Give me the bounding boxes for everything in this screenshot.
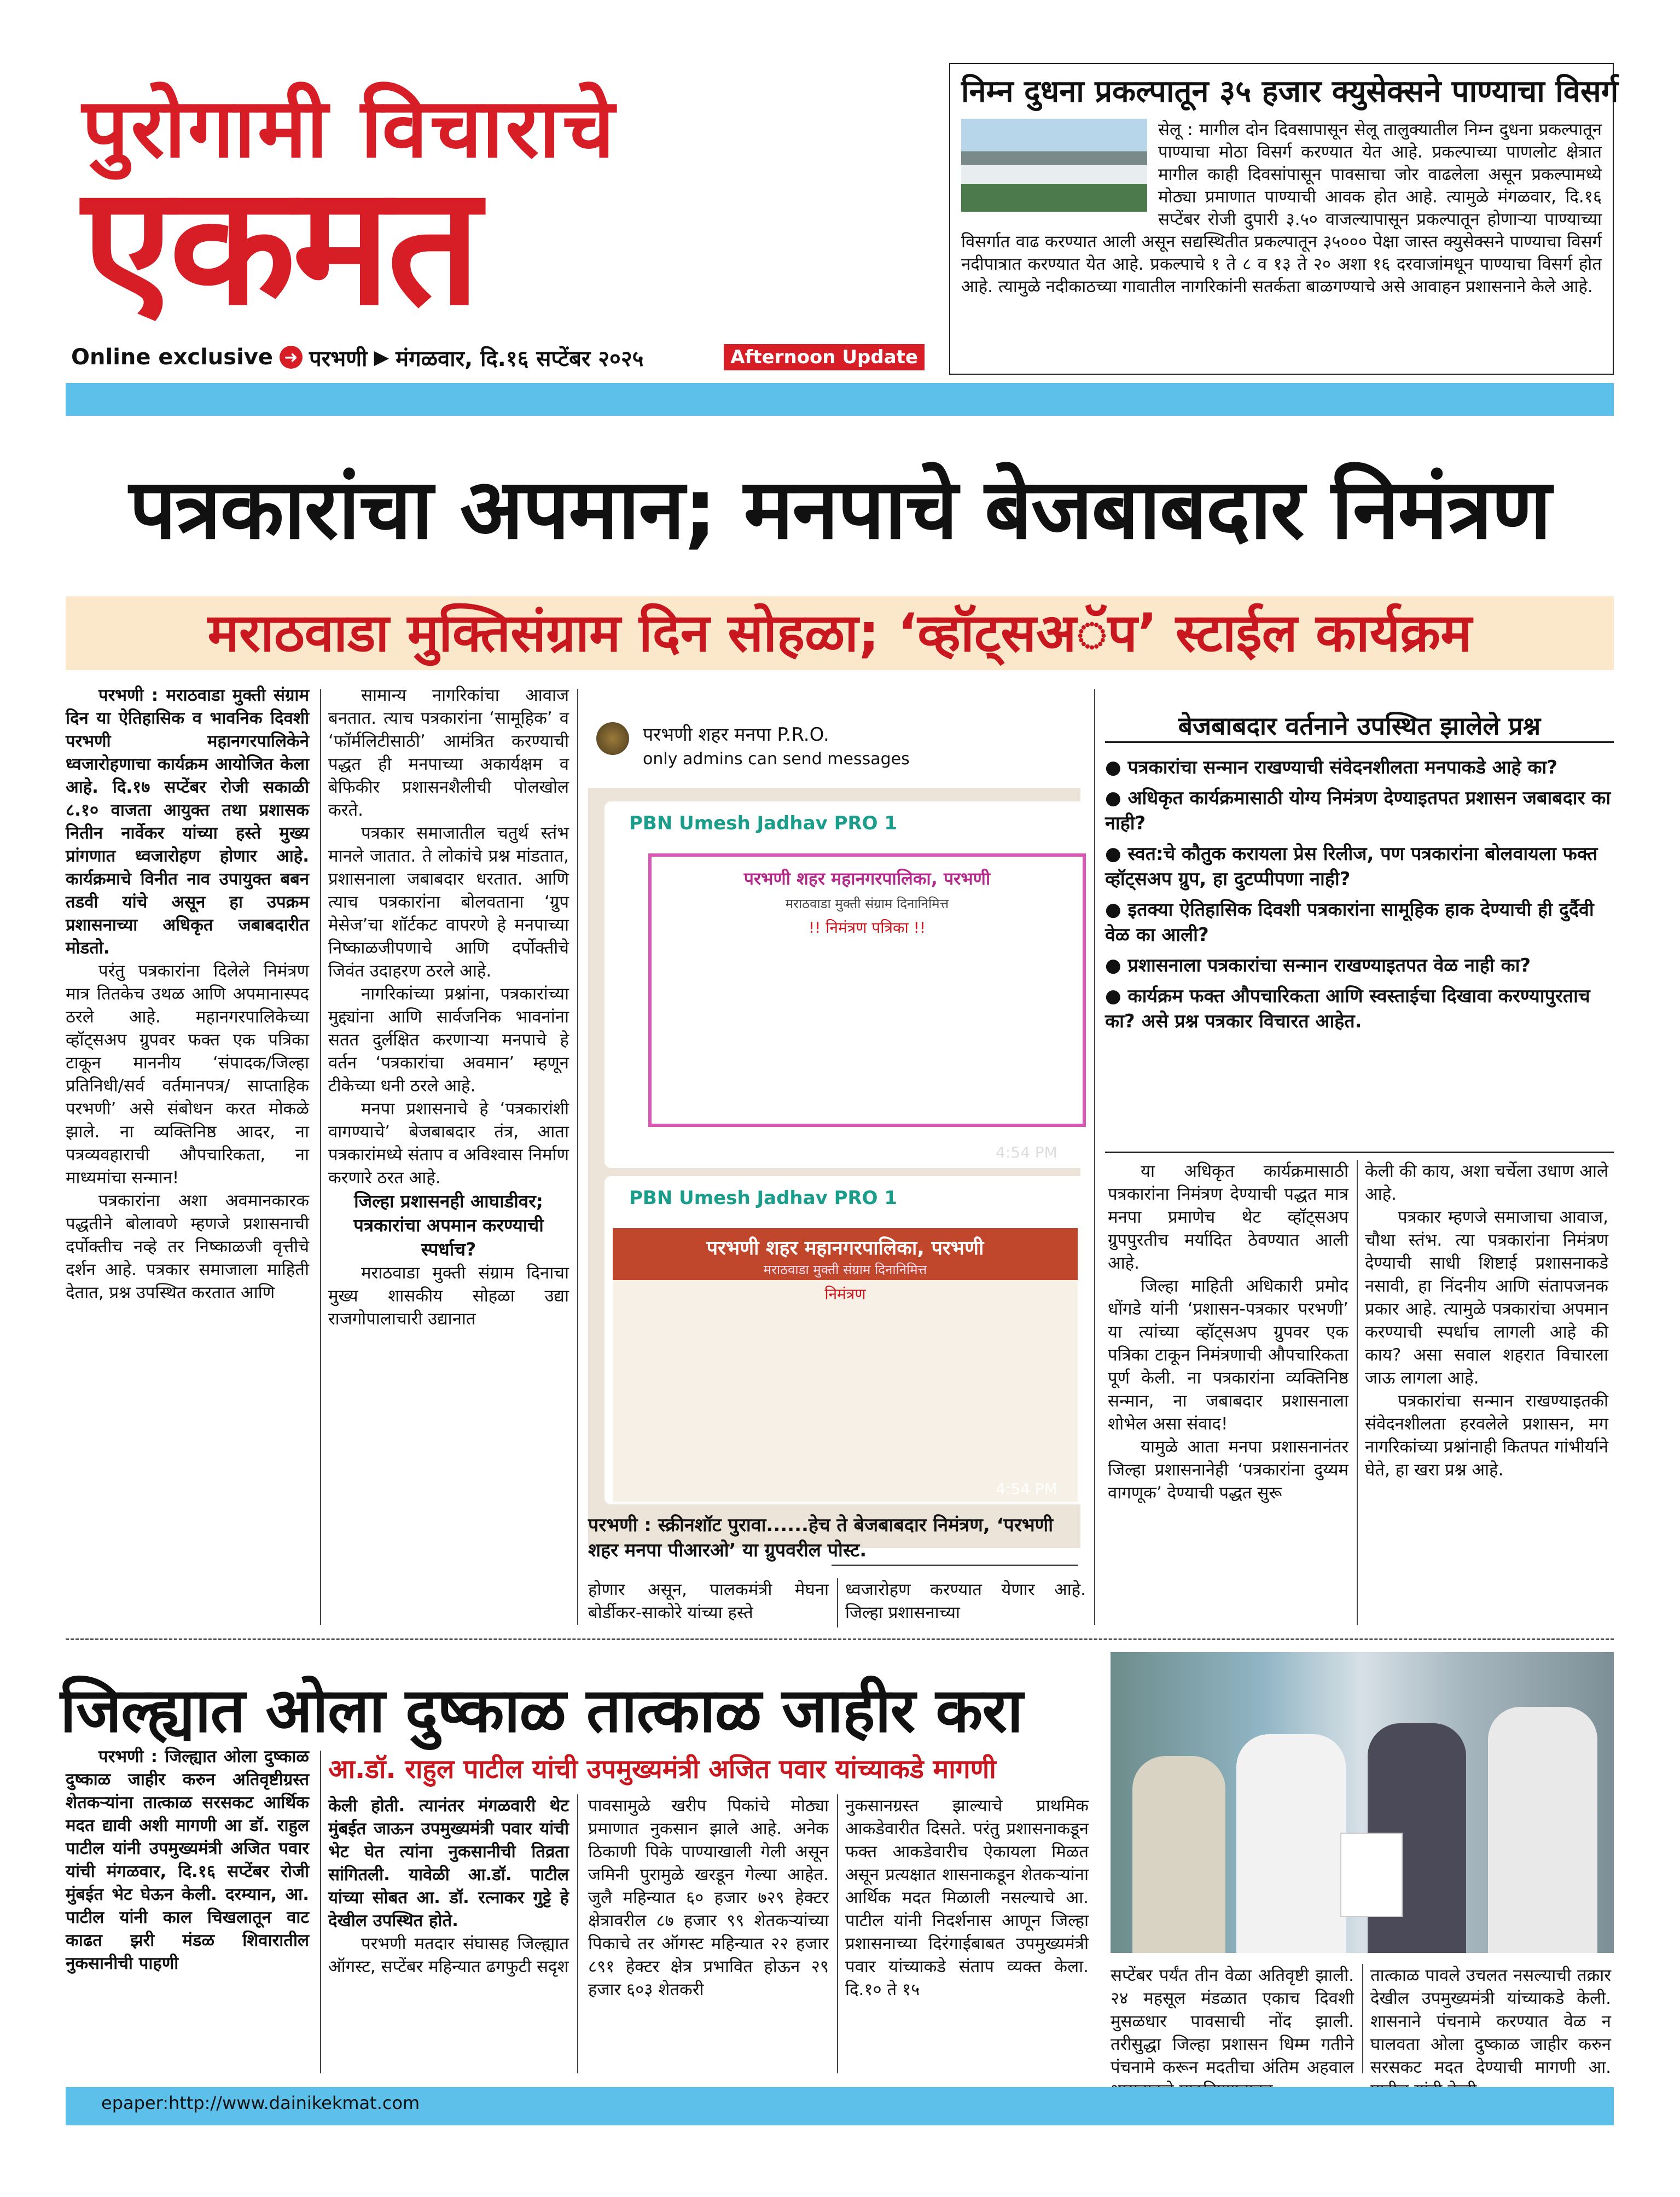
article-paragraph: नुकसानग्रस्त झाल्याचे प्राथमिक आकडेवारीत दिसते. परंतु प्रशासनाकडून फक्त आकडेवारीच ऐकायला मिळत असून प्रत्यक्षात शासनाकडून शेतकऱ्यांना आर्थिक मदत मिळाली नसल्याचे आ. पाटील यांनी निदर्शनास आणून जिल्हा प्रशासनाच्या दिरंगाईबाबत उपमुख्यमंत्री पवार यांच्याकडे संताप व्यक्त केला. दि.१० ते १५	[845, 1796, 1089, 2000]
questions-title: बेजबाबदार वर्तनाने उपस्थित झालेले प्रश्न	[1105, 708, 1614, 743]
column-divider	[1094, 689, 1095, 1625]
question-item: ● पत्रकारांचा सन्मान राखण्याची संवेदनशीलता मनपाकडे आहे का?	[1105, 757, 1558, 778]
question-item: ● कार्यक्रम फक्त औपचारिकता आणि स्वस्ताईचा दिखावा करण्यापुरताच का? असे प्रश्न पत्रकार विचारत आहेत.	[1105, 985, 1590, 1032]
article-paragraph: मनपा प्रशासनाचे हे ‘पत्रकारांशी वागण्याचे’ बेजबाबदार तंत्र, आता पत्रकारांमध्ये संताप व अविश्वास निर्माण करणारे ठरत आहे.	[328, 1099, 569, 1188]
card-line: मराठवाडा मुक्ती संग्राम दिनानिमित्त	[763, 1262, 927, 1277]
card-label: !! निमंत्रण पत्रिका !!	[808, 919, 926, 937]
question-item: ● प्रशासनाला पत्रकारांचा सन्मान राखण्याइतपत वेळ नाही का?	[1105, 955, 1531, 977]
question-item: ● स्वत:चे कौतुक करायला प्रेस रिलीज, पण पत्रकारांना बोलवायला फक्त व्हॉट्सअप ग्रुप, हा दुटप्पीपणा नाही?	[1105, 843, 1598, 890]
question-text: प्रशासनाला पत्रकारांचा सन्मान राखण्याइतपत वेळ नाही का?	[1127, 955, 1531, 977]
card-line: मराठवाडा मुक्ती संग्राम दिनानिमित्त	[785, 896, 949, 911]
article-paragraph: केली होती. त्यानंतर मंगळवारी थेट मुंबईत जाऊन उपमुख्यमंत्री पवार यांची भेट घेत त्यांना नुकसानीची तिव्रता सांगितली. यावेळी आ.डॉ. पाटील यांच्या सोबत आ. डॉ. रत्नाकर गुट्टे हे देखील उपस्थित होते.	[328, 1796, 569, 1931]
article-paragraph: केली की काय, अशा चर्चेला उधाण आले आहे.	[1365, 1161, 1608, 1204]
second-headline: जिल्ह्यात ओला दुष्काळ तात्काळ जाहीर करा	[60, 1675, 1023, 1746]
article-paragraph: पत्रकार म्हणजे समाजाचा आवाज, चौथा स्तंभ. त्या पत्रकारांना निमंत्रण देण्याची साधी शिष्टाई प्रशासनाकडे नसावी, हा निंदनीय आणि संतापजनक प्रकार आहे. त्यामुळे पत्रकारांचा अपमान करण्याची स्पर्धाच लागली आहे की काय? असा सवाल शहरात विचारला जाऊ लागला आहे.	[1365, 1207, 1608, 1388]
question-text: अधिकृत कार्यक्रमासाठी योग्य निमंत्रण देण्याइतपत प्रशासन जबाबदार का नाही?	[1105, 787, 1611, 834]
meeting-photo	[1111, 1652, 1614, 1953]
invitation-card	[613, 1228, 1078, 1502]
article-paragraph: पत्रकार समाजातील चतुर्थ स्तंभ मानले जातात. ते लोकांचे प्रश्न मांडतात, प्रशासनाला जबाबदार धरतात. आणि त्याच पत्रकारांना बोलवताना ‘ग्रुप मेसेज’चा शॉर्टकट वापरणे हे मनपाच्या निष्काळजीपणाचे आणि दर्पोक्तीचे जिवंत उदाहरण ठरले आहे.	[328, 823, 569, 981]
article-paragraph: या अधिकृत कार्यक्रमासाठी पत्रकारांना निमंत्रण देण्याची पद्धत मात्र मनपा प्रमाणेच थेट व्हॉट्सअप ग्रुपपुरतीच मर्यादित ठेवण्यात आली आहे.	[1108, 1161, 1348, 1273]
caption-rule	[832, 1565, 1078, 1566]
article-paragraph: परंतु पत्रकारांना दिलेले निमंत्रण मात्र तितकेच उथळ आणि अपमानास्पद ठरले आहे. महानगरपालिकेच्या व्हॉट्सअप ग्रुपवर फक्त एक पत्रिका टाकून माननीय ‘संपादक/जिल्हा प्रतिनिधी/सर्व वर्तमानपत्र/ साप्ताहिक परभणी’ असे संबोधन करत मोकळे झाले. ना व्यक्तिनिष्ठ आदर, ना पत्रव्यवहाराची औपचारिकता, ना माध्यमांचा सन्मान!	[66, 961, 309, 1188]
person-figure	[1132, 1756, 1225, 1953]
card-label: निमंत्रण	[824, 1285, 866, 1303]
message-time: 4:54 PM	[996, 1143, 1057, 1161]
play-icon: ▶	[374, 346, 390, 369]
question-item: ● अधिकृत कार्यक्रमासाठी योग्य निमंत्रण देण्याइतपत प्रशासन जबाबदार का नाही?	[1105, 787, 1611, 834]
column-divider	[320, 689, 321, 1625]
whatsapp-header	[588, 706, 1080, 788]
top-story-title: निम्न दुधना प्रकल्पातून ३५ हजार क्युसेक्सने पाण्याचा विसर्ग	[961, 74, 1619, 109]
second-column-2	[328, 1794, 569, 2073]
column-divider	[837, 1794, 838, 2073]
article-continuation	[588, 1578, 829, 1628]
city-label: परभणी	[309, 346, 368, 371]
article-paragraph: तात्काळ पावले उचलत नसल्याची तक्रार देखील उपमुख्यमंत्री यांच्याकडे केली. शासनाने पंचनामे करण्यात वेळ न घालवता ओला दुष्काळ जाहीर करुन सरसकट मदत देण्याची मागणी आ.	[1370, 1966, 1611, 2077]
article-paragraph: नागरिकांच्या प्रश्नांना, पत्रकारांच्या मुद्द्यांना आणि सार्वजनिक भावनांना सतत दुर्लक्षित करणाऱ्या मनपाचे हे वर्तन ‘पत्रकारांचा अवमान’ म्हणून टीकेच्या धनी ठरले आहे.	[328, 984, 569, 1096]
article-paragraph: सामान्य नागरिकांचा आवाज बनतात. त्याच पत्रकारांना ‘सामूहिक’ व ‘फॉर्मलिटीसाठी’ आमंत्रित करण्याची पद्धत ही मनपाच्या अकार्यक्षम व बेफिकीर प्रशासनशैलीची पोलखोल करते.	[328, 685, 569, 820]
article-paragraph: मराठवाडा मुक्ती संग्राम दिनाचा मुख्य शासकीय सोहळा उद्या राजगोपालाचारी उद्यानात	[328, 1263, 569, 1329]
article-paragraph: जिल्हा माहिती अधिकारी प्रमोद धोंगडे यांनी ‘प्रशासन-पत्रकार परभणी’ या त्यांच्या व्हॉट्सअप ग्रुपवर एक पत्रिका टाकून निमंत्रणाची औपचारिकता पूर्ण केली. ना पत्रकारांना व्यक्तिनिष्ठ सन्मान, ना जबाबदार प्रशासनाला शोभेल असा संवाद!	[1108, 1276, 1348, 1434]
column-divider	[577, 1794, 578, 2073]
column-divider	[837, 1578, 838, 1628]
person-figure	[1488, 1707, 1597, 1953]
second-column-4	[845, 1794, 1089, 2073]
online-label: Online exclusive	[71, 345, 273, 370]
admin-note: only admins can send messages	[643, 749, 910, 769]
article-paragraph: पावसामुळे खरीप पिकांचे मोठ्या प्रमाणात नुकसान झाले आहे. अनेक ठिकाणी पिके पाण्याखाली गेली असून जमिनी पुरामुळे खरडून गेल्या आहेत. जुलै महिन्यात ६० हजार ७२९ हेक्टर क्षेत्रावरील ८७ हजार ९९ शेतकऱ्यांच्या पिकाचे तर ऑगस्ट महिन्यात २२ हजार ८९१ हेक्टर क्षेत्र प्रभावित होऊन २९ हजार ६०३ शेतकरी	[588, 1796, 829, 2000]
article-paragraph: परभणी : जिल्ह्यात ओला दुष्काळ दुष्काळ जाहीर करुन अतिवृष्टीग्रस्त शेतकऱ्यांना तात्काळ सरसकट आर्थिक मदत द्यावी अशी मागणी आ डॉ. राहुल पाटील यांनी उपमुख्यमंत्री अजित पवार यांची मंगळवार, दि.१६ सप्टेंबर रोजी मुंबईत भेट घेऊन केली. दरम्यान, आ. पाटील यांनी काल चिखलातून वाट काढत झरी मंडळ शिवारातील नुकसानीची पाहणी	[66, 1747, 309, 1973]
dam-photo	[961, 119, 1147, 212]
sub-heading: जिल्हा प्रशासनही आघाडीवर; पत्रकारांचा अपमान करण्याची स्पर्धाच?	[353, 1190, 544, 1260]
column-divider	[320, 1751, 321, 2073]
question-text: स्वत:चे कौतुक करायला प्रेस रिलीज, पण पत्रकारांना बोलवायला फक्त व्हॉट्सअप ग्रुप, हा दुटप्पीपणा नाही?	[1105, 843, 1598, 890]
article-column-6	[1365, 1160, 1608, 1625]
article-paragraph: पत्रकारांचा सन्मान राखण्याइतकी संवेदनशीलता हरवलेले प्रशासन, मग नागरिकांच्या प्रश्नांनाही कितपत गांभीर्याने घेते, हा खरा प्रश्न आहे.	[1365, 1391, 1608, 1480]
second-subhead: आ.डॉ. राहुल पाटील यांची उपमुख्यमंत्री अजित पवार यांच्याकडे मागणी	[328, 1754, 996, 1785]
top-band	[66, 383, 1614, 416]
article-column-1	[66, 684, 309, 1625]
edition-badge: Afternoon Update	[724, 344, 925, 370]
epaper-link[interactable]: epaper:http://www.dainikekmat.com	[101, 2093, 420, 2113]
second-column-3	[588, 1794, 829, 2073]
article-column-2	[328, 684, 569, 1625]
message-sender: PBN Umesh Jadhav PRO 1	[629, 1187, 898, 1209]
section-divider	[66, 1638, 1614, 1640]
main-subhead: मराठवाडा मुक्तिसंग्राम दिन सोहळा; ‘व्हॉट्सअॅप’ स्टाईल कार्यक्रम	[66, 596, 1614, 670]
second-column-1	[66, 1745, 309, 2073]
card-banner	[613, 1228, 1078, 1280]
question-item: ● इतक्या ऐतिहासिक दिवशी पत्रकारांना सामूहिक हाक देण्याची ही दुर्दैवी वेळ का आली?	[1105, 899, 1594, 946]
question-text: पत्रकारांचा सन्मान राखण्याची संवेदनशीलता मनपाकडे आहे का?	[1127, 757, 1558, 778]
top-story-box	[949, 63, 1619, 375]
questions-rule	[1105, 1152, 1614, 1153]
invitation-card	[648, 853, 1086, 1127]
arrow-right-icon: ➜	[280, 346, 303, 369]
article-column-5	[1108, 1160, 1348, 1625]
article-continuation	[845, 1578, 1086, 1628]
screenshot-caption: परभणी : स्क्रीनशॉट पुरावा......हेच ते बेजबाबदार निमंत्रण, ‘परभणी शहर मनपा पीआरओ’ या ग्रुपवरील पोस्ट.	[588, 1514, 1054, 1561]
message-sender: PBN Umesh Jadhav PRO 1	[629, 812, 898, 834]
column-divider	[1362, 1964, 1363, 2073]
questions-list	[1105, 755, 1614, 1149]
card-title: परभणी शहर महानगरपालिका, परभणी	[743, 868, 991, 889]
question-text: इतक्या ऐतिहासिक दिवशी पत्रकारांना सामूहिक हाक देण्याची ही दुर्दैवी वेळ का आली?	[1105, 899, 1594, 946]
memorandum-paper	[1340, 1833, 1403, 1917]
masthead-title: एकमत	[82, 150, 478, 341]
group-avatar	[596, 722, 629, 755]
card-title: परभणी शहर महानगरपालिका, परभणी	[706, 1237, 984, 1259]
dateline	[71, 344, 925, 371]
top-story-body: सेलू : मागील दोन दिवसापासून सेलू तालुक्यातील निम्न दुधना प्रकल्पातून पाण्याचा मोठा विसर्ग करण्यात येत आहे. प्रकल्पाच्या पाणलोट क्षेत्रात मागील काही दिवसांपासून पावसाचा जोर वाढलेला असून प्रकल्पामध्ये मोठ्या प्रमाणात पाण्याची आवक होत आहे. त्यामुळे मंगळवार, दि.१६ सप्टेंबर रोजी दुपारी ३.५० वाजल्यापासून प्रकल्पातून होणाऱ्या पाण्याच्या विसर्गात वाढ करण्यात आली असून सद्यस्थितीत प्रकल्पातून ३५००० पेक्षा जास्त क्युसेक्सने पाण्याचा विसर्ग नदीपात्रात करण्यात येत आहे. प्रकल्पाचे १ ते ८ व १३ ते २० अशा १६ दरवाजांमधून पाण्याचा विसर्ग होत आहे. त्यामुळे नदीकाठच्या गावातील नागरिकांनी सतर्कता बाळगण्याचे असे आवाहन प्रशासनाने केले आहे.	[961, 120, 1602, 297]
column-divider	[1357, 1160, 1358, 1625]
column-divider	[577, 689, 578, 1625]
masthead-tagline: पुरोगामी विचाराचे	[82, 81, 617, 176]
article-paragraph: यामुळे आता मनपा प्रशासनानंतर जिल्हा प्रशासनानेही ‘पत्रकारांना दुय्यम वागणूक’ देण्याची पद्धत सुरू	[1108, 1437, 1348, 1503]
question-text: कार्यक्रम फक्त औपचारिकता आणि स्वस्ताईचा दिखावा करण्यापुरताच का? असे प्रश्न पत्रकार विचारत आहेत.	[1105, 985, 1590, 1032]
date-label: मंगळवार, दि.१६ सप्टेंबर २०२५	[396, 346, 644, 371]
second-column-6	[1370, 1964, 1611, 2077]
second-column-5	[1111, 1964, 1354, 2077]
article-paragraph: परभणी मतदार संघासह जिल्ह्यात ऑगस्ट, सप्टेंबर महिन्यात ढगफुटी सदृश	[328, 1934, 569, 1977]
article-paragraph: पत्रकारांना अशा अवमानकारक पद्धतीने बोलावणे म्हणजे प्रशासनाची दर्पोक्तीच नव्हे तर निष्काळजी वृत्तीचे दर्शन आहे. पत्रकार समाजाला माहिती देतात, प्रश्न उपस्थित करतात आणि	[66, 1191, 309, 1303]
article-paragraph: होणार असून, पालकमंत्री मेघना बोर्डीकर-साकोरे यांच्या हस्ते	[588, 1580, 829, 1623]
article-paragraph: सप्टेंबर पर्यंत तीन वेळा अतिवृष्टी झाली. २४ महसूल मंडळात एकाच दिवशी मुसळधार पावसाची नोंद झाली. तरीसुद्धा जिल्हा प्रशासन धिम्म गतीने पंचनामे करून मदतीचा अंतिम अहवाल	[1111, 1966, 1354, 2077]
group-name: परभणी शहर मनपा P.R.O.	[643, 724, 829, 746]
main-headline: पत्रकारांचा अपमान; मनपाचे बेजबाबदार निमंत्रण	[129, 461, 1550, 557]
article-paragraph: ध्वजारोहण करण्यात येणार आहे. जिल्हा प्रशासनाच्या	[845, 1580, 1086, 1623]
person-figure	[1236, 1734, 1346, 1953]
message-time: 4:54 PM	[996, 1480, 1057, 1498]
article-paragraph: परभणी : मराठवाडा मुक्ती संग्राम दिन या ऐतिहासिक व भावनिक दिवशी परभणी महानगरपालिकेने ध्वजारोहणाचा कार्यक्रम आयोजित केला आहे. दि.१७ सप्टेंबर रोजी सकाळी ८.१० वाजता आयुक्त तथा प्रशासक नितीन नार्वेकर यांच्या हस्ते मुख्य प्रांगणात ध्वजारोहण होणार आहे. कार्यक्रमाचे विनीत नाव उपायुक्त बबन तडवी यांचे असून हा उपक्रम प्रशासनाच्या अधिकृत जबाबदारीत मोडतो.	[66, 685, 309, 958]
